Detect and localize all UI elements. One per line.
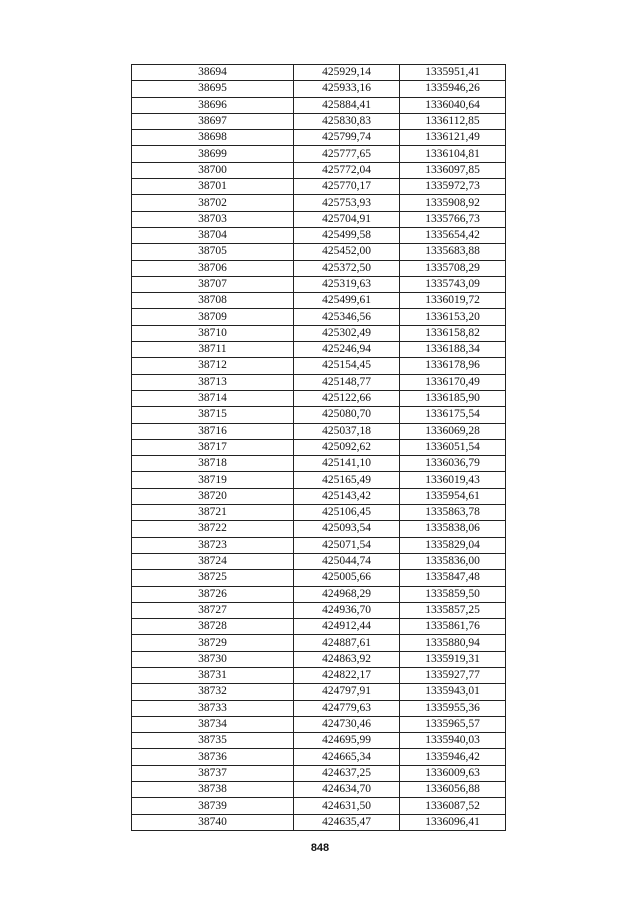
table-row	[132, 309, 506, 325]
table-row	[132, 374, 506, 390]
point-number-cell: 38733	[132, 700, 294, 716]
point-number-cell: 38738	[132, 782, 294, 798]
x-coordinate-cell: 425929,14	[294, 65, 400, 81]
x-coordinate-cell: 425246,94	[294, 342, 400, 358]
point-number-cell: 38717	[132, 439, 294, 455]
y-coordinate-cell: 1336009,63	[400, 765, 506, 781]
y-coordinate-cell: 1335708,29	[400, 260, 506, 276]
point-number-cell: 38720	[132, 488, 294, 504]
table-row	[132, 390, 506, 406]
x-coordinate-cell: 425933,16	[294, 81, 400, 97]
y-coordinate-cell: 1336185,90	[400, 390, 506, 406]
x-coordinate-cell: 424912,44	[294, 619, 400, 635]
x-coordinate-cell: 425141,10	[294, 456, 400, 472]
table-row	[132, 505, 506, 521]
table-row	[132, 325, 506, 341]
x-coordinate-cell: 425799,74	[294, 130, 400, 146]
y-coordinate-cell: 1335859,50	[400, 586, 506, 602]
y-coordinate-cell: 1335965,57	[400, 716, 506, 732]
point-number-cell: 38723	[132, 537, 294, 553]
point-number-cell: 38737	[132, 765, 294, 781]
point-number-cell: 38700	[132, 162, 294, 178]
point-number-cell: 38709	[132, 309, 294, 325]
table-row	[132, 570, 506, 586]
point-number-cell: 38729	[132, 635, 294, 651]
x-coordinate-cell: 424730,46	[294, 716, 400, 732]
table-row	[132, 798, 506, 814]
coordinates-table	[131, 64, 506, 831]
point-number-cell: 38713	[132, 374, 294, 390]
point-number-cell: 38735	[132, 733, 294, 749]
point-number-cell: 38710	[132, 325, 294, 341]
y-coordinate-cell: 1335861,76	[400, 619, 506, 635]
x-coordinate-cell: 424863,92	[294, 651, 400, 667]
x-coordinate-cell: 425106,45	[294, 505, 400, 521]
point-number-cell: 38701	[132, 179, 294, 195]
y-coordinate-cell: 1335940,03	[400, 733, 506, 749]
y-coordinate-cell: 1335946,42	[400, 749, 506, 765]
point-number-cell: 38724	[132, 553, 294, 569]
table-row	[132, 635, 506, 651]
x-coordinate-cell: 425093,54	[294, 521, 400, 537]
x-coordinate-cell: 425092,62	[294, 439, 400, 455]
x-coordinate-cell: 424637,25	[294, 765, 400, 781]
table-row	[132, 716, 506, 732]
x-coordinate-cell: 424887,61	[294, 635, 400, 651]
point-number-cell: 38699	[132, 146, 294, 162]
table-row	[132, 782, 506, 798]
y-coordinate-cell: 1335908,92	[400, 195, 506, 211]
point-number-cell: 38715	[132, 407, 294, 423]
point-number-cell: 38734	[132, 716, 294, 732]
y-coordinate-cell: 1335766,73	[400, 211, 506, 227]
point-number-cell: 38712	[132, 358, 294, 374]
point-number-cell: 38740	[132, 814, 294, 830]
y-coordinate-cell: 1335955,36	[400, 700, 506, 716]
x-coordinate-cell: 425830,83	[294, 113, 400, 129]
point-number-cell: 38703	[132, 211, 294, 227]
table-row	[132, 276, 506, 292]
y-coordinate-cell: 1335857,25	[400, 602, 506, 618]
table-row	[132, 619, 506, 635]
point-number-cell: 38721	[132, 505, 294, 521]
y-coordinate-cell: 1336019,72	[400, 293, 506, 309]
x-coordinate-cell: 425704,91	[294, 211, 400, 227]
table-row	[132, 765, 506, 781]
table-row	[132, 586, 506, 602]
y-coordinate-cell: 1336051,54	[400, 439, 506, 455]
table-row	[132, 749, 506, 765]
point-number-cell: 38702	[132, 195, 294, 211]
x-coordinate-cell: 424936,70	[294, 602, 400, 618]
x-coordinate-cell: 425772,04	[294, 162, 400, 178]
y-coordinate-cell: 1335654,42	[400, 227, 506, 243]
x-coordinate-cell: 425499,58	[294, 227, 400, 243]
y-coordinate-cell: 1336112,85	[400, 113, 506, 129]
x-coordinate-cell: 425165,49	[294, 472, 400, 488]
point-number-cell: 38698	[132, 130, 294, 146]
table-row	[132, 97, 506, 113]
y-coordinate-cell: 1335946,26	[400, 81, 506, 97]
y-coordinate-cell: 1335683,88	[400, 244, 506, 260]
y-coordinate-cell: 1335829,04	[400, 537, 506, 553]
point-number-cell: 38696	[132, 97, 294, 113]
y-coordinate-cell: 1336036,79	[400, 456, 506, 472]
point-number-cell: 38695	[132, 81, 294, 97]
y-coordinate-cell: 1335972,73	[400, 179, 506, 195]
table-row	[132, 553, 506, 569]
point-number-cell: 38726	[132, 586, 294, 602]
x-coordinate-cell: 425753,93	[294, 195, 400, 211]
table-row	[132, 179, 506, 195]
table-row	[132, 472, 506, 488]
point-number-cell: 38736	[132, 749, 294, 765]
y-coordinate-cell: 1336158,82	[400, 325, 506, 341]
table-row	[132, 293, 506, 309]
y-coordinate-cell: 1335927,77	[400, 667, 506, 683]
point-number-cell: 38728	[132, 619, 294, 635]
point-number-cell: 38719	[132, 472, 294, 488]
table-row	[132, 488, 506, 504]
x-coordinate-cell: 424779,63	[294, 700, 400, 716]
y-coordinate-cell: 1336019,43	[400, 472, 506, 488]
point-number-cell: 38711	[132, 342, 294, 358]
table-row	[132, 814, 506, 830]
y-coordinate-cell: 1335954,61	[400, 488, 506, 504]
table-row	[132, 700, 506, 716]
x-coordinate-cell: 425143,42	[294, 488, 400, 504]
y-coordinate-cell: 1336040,64	[400, 97, 506, 113]
y-coordinate-cell: 1335836,00	[400, 553, 506, 569]
point-number-cell: 38697	[132, 113, 294, 129]
table-row	[132, 684, 506, 700]
point-number-cell: 38725	[132, 570, 294, 586]
table-row	[132, 456, 506, 472]
table-row	[132, 195, 506, 211]
y-coordinate-cell: 1336087,52	[400, 798, 506, 814]
table-row	[132, 439, 506, 455]
x-coordinate-cell: 425148,77	[294, 374, 400, 390]
table-row	[132, 733, 506, 749]
table-row	[132, 146, 506, 162]
x-coordinate-cell: 425770,17	[294, 179, 400, 195]
table-row	[132, 130, 506, 146]
x-coordinate-cell: 424695,99	[294, 733, 400, 749]
table-row	[132, 227, 506, 243]
y-coordinate-cell: 1336056,88	[400, 782, 506, 798]
table-row	[132, 342, 506, 358]
x-coordinate-cell: 425777,65	[294, 146, 400, 162]
point-number-cell: 38718	[132, 456, 294, 472]
point-number-cell: 38731	[132, 667, 294, 683]
point-number-cell: 38708	[132, 293, 294, 309]
x-coordinate-cell: 425372,50	[294, 260, 400, 276]
y-coordinate-cell: 1335951,41	[400, 65, 506, 81]
point-number-cell: 38707	[132, 276, 294, 292]
y-coordinate-cell: 1335880,94	[400, 635, 506, 651]
y-coordinate-cell: 1336153,20	[400, 309, 506, 325]
x-coordinate-cell: 424797,91	[294, 684, 400, 700]
y-coordinate-cell: 1336097,85	[400, 162, 506, 178]
table-row	[132, 162, 506, 178]
table-row	[132, 81, 506, 97]
x-coordinate-cell: 425499,61	[294, 293, 400, 309]
y-coordinate-cell: 1336096,41	[400, 814, 506, 830]
y-coordinate-cell: 1335863,78	[400, 505, 506, 521]
y-coordinate-cell: 1336104,81	[400, 146, 506, 162]
x-coordinate-cell: 425044,74	[294, 553, 400, 569]
x-coordinate-cell: 425154,45	[294, 358, 400, 374]
x-coordinate-cell: 424822,17	[294, 667, 400, 683]
x-coordinate-cell: 424665,34	[294, 749, 400, 765]
table-row	[132, 244, 506, 260]
y-coordinate-cell: 1336175,54	[400, 407, 506, 423]
x-coordinate-cell: 425122,66	[294, 390, 400, 406]
table-row	[132, 537, 506, 553]
table-row	[132, 651, 506, 667]
x-coordinate-cell: 424634,70	[294, 782, 400, 798]
point-number-cell: 38727	[132, 602, 294, 618]
table-row	[132, 521, 506, 537]
table-row	[132, 407, 506, 423]
y-coordinate-cell: 1335838,06	[400, 521, 506, 537]
y-coordinate-cell: 1335743,09	[400, 276, 506, 292]
y-coordinate-cell: 1336178,96	[400, 358, 506, 374]
y-coordinate-cell: 1335847,48	[400, 570, 506, 586]
x-coordinate-cell: 425037,18	[294, 423, 400, 439]
point-number-cell: 38730	[132, 651, 294, 667]
point-number-cell: 38722	[132, 521, 294, 537]
x-coordinate-cell: 425319,63	[294, 276, 400, 292]
x-coordinate-cell: 425452,00	[294, 244, 400, 260]
table-row	[132, 211, 506, 227]
table-row	[132, 260, 506, 276]
x-coordinate-cell: 424968,29	[294, 586, 400, 602]
point-number-cell: 38716	[132, 423, 294, 439]
x-coordinate-cell: 425346,56	[294, 309, 400, 325]
table-row	[132, 423, 506, 439]
x-coordinate-cell: 424635,47	[294, 814, 400, 830]
point-number-cell: 38694	[132, 65, 294, 81]
y-coordinate-cell: 1335943,01	[400, 684, 506, 700]
table-row	[132, 602, 506, 618]
point-number-cell: 38704	[132, 227, 294, 243]
x-coordinate-cell: 425005,66	[294, 570, 400, 586]
x-coordinate-cell: 425302,49	[294, 325, 400, 341]
y-coordinate-cell: 1336069,28	[400, 423, 506, 439]
point-number-cell: 38732	[132, 684, 294, 700]
x-coordinate-cell: 425080,70	[294, 407, 400, 423]
point-number-cell: 38714	[132, 390, 294, 406]
table-row	[132, 65, 506, 81]
x-coordinate-cell: 424631,50	[294, 798, 400, 814]
coordinates-table-body	[132, 65, 506, 831]
x-coordinate-cell: 425884,41	[294, 97, 400, 113]
table-row	[132, 667, 506, 683]
page-number: 848	[310, 842, 330, 854]
y-coordinate-cell: 1336170,49	[400, 374, 506, 390]
y-coordinate-cell: 1336121,49	[400, 130, 506, 146]
table-row	[132, 113, 506, 129]
point-number-cell: 38739	[132, 798, 294, 814]
x-coordinate-cell: 425071,54	[294, 537, 400, 553]
point-number-cell: 38706	[132, 260, 294, 276]
point-number-cell: 38705	[132, 244, 294, 260]
y-coordinate-cell: 1335919,31	[400, 651, 506, 667]
y-coordinate-cell: 1336188,34	[400, 342, 506, 358]
table-row	[132, 358, 506, 374]
